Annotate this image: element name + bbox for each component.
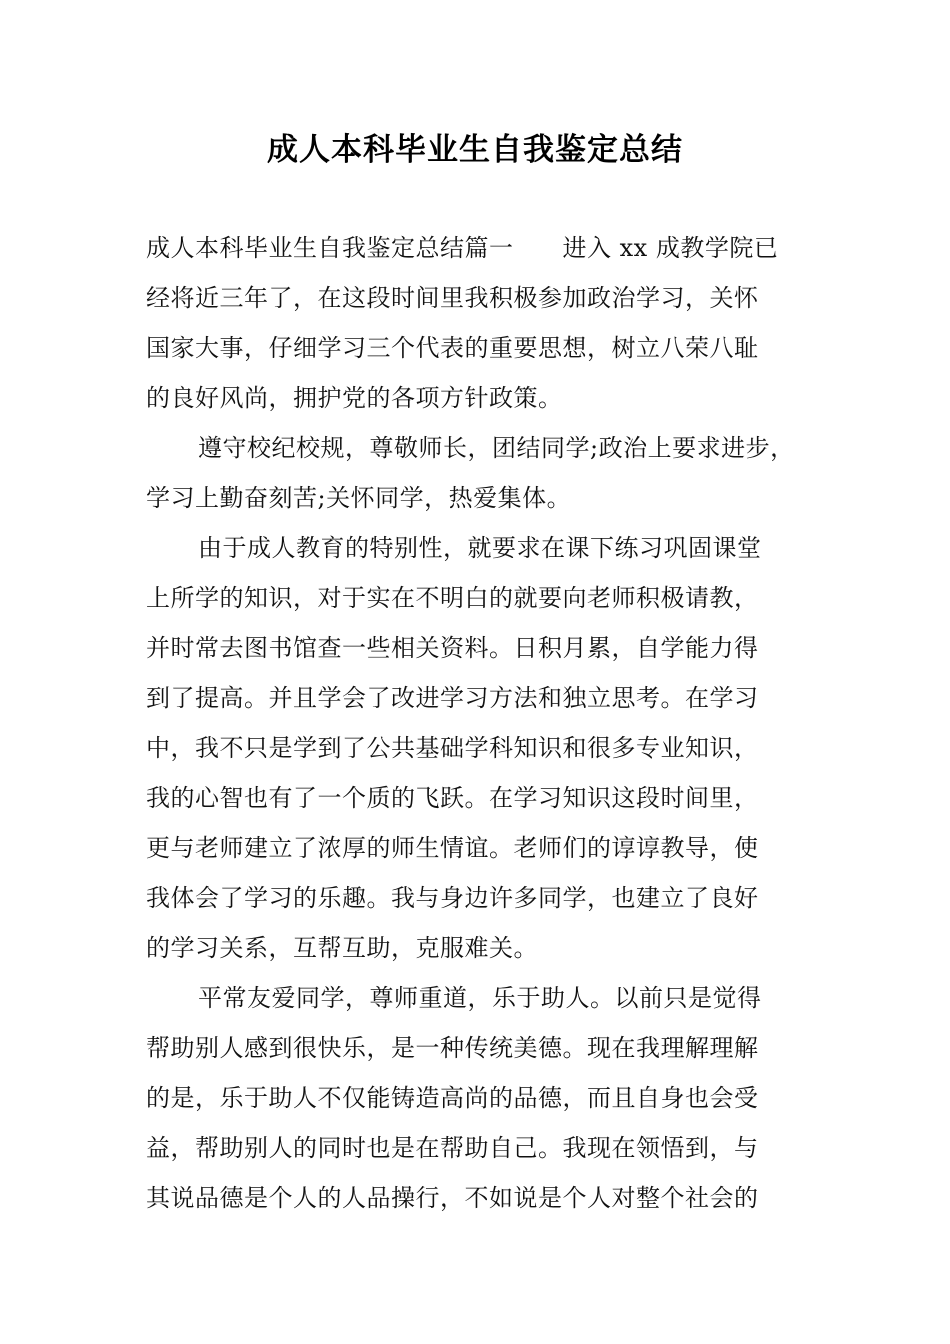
document-title: 成人本科毕业生自我鉴定总结 bbox=[267, 132, 683, 168]
body-line: 学习上勤奋刻苦;关怀同学，热爱集体。 bbox=[146, 484, 572, 512]
body-line: 的是，乐于助人不仅能铸造高尚的品德，而且自身也会受 bbox=[146, 1084, 759, 1112]
body-line: 的学习关系，互帮互助，克服难关。 bbox=[146, 934, 538, 962]
body-line: 益，帮助别人的同时也是在帮助自己。我现在领悟到，与 bbox=[146, 1134, 759, 1162]
body-line: 的良好风尚，拥护党的各项方针政策。 bbox=[146, 384, 563, 412]
body-line: 到了提高。并且学会了改进学习方法和独立思考。在学习 bbox=[146, 684, 759, 712]
body-line: 遵守校纪校规，尊敬师长，团结同学;政治上要求进步， bbox=[198, 434, 795, 462]
body-line: 经将近三年了，在这段时间里我积极参加政治学习，关怀 bbox=[146, 284, 759, 312]
body-line: 我体会了学习的乐趣。我与身边许多同学，也建立了良好 bbox=[146, 884, 759, 912]
body-line: 并时常去图书馆查一些相关资料。日积月累，自学能力得 bbox=[146, 634, 759, 662]
body-line: 由于成人教育的特别性，就要求在课下练习巩固课堂 bbox=[198, 534, 762, 562]
body-line: 上所学的知识，对于实在不明白的就要向老师积极请教， bbox=[146, 584, 759, 612]
body-line: 国家大事，仔细学习三个代表的重要思想，树立八荣八耻 bbox=[146, 334, 759, 362]
body-line: 更与老师建立了浓厚的师生情谊。老师们的谆谆教导，使 bbox=[146, 834, 759, 862]
body-line: 我的心智也有了一个质的飞跃。在学习知识这段时间里， bbox=[146, 784, 759, 812]
body-line: 成人本科毕业生自我鉴定总结篇一 进入 xx 成教学院已 bbox=[146, 234, 779, 262]
body-line: 中，我不只是学到了公共基础学科知识和很多专业知识， bbox=[146, 734, 759, 762]
body-line: 其说品德是个人的人品操行，不如说是个人对整个社会的 bbox=[146, 1184, 759, 1212]
body-line: 平常友爱同学，尊师重道，乐于助人。以前只是觉得 bbox=[198, 984, 762, 1012]
body-line: 帮助别人感到很快乐，是一种传统美德。现在我理解理解 bbox=[146, 1034, 759, 1062]
